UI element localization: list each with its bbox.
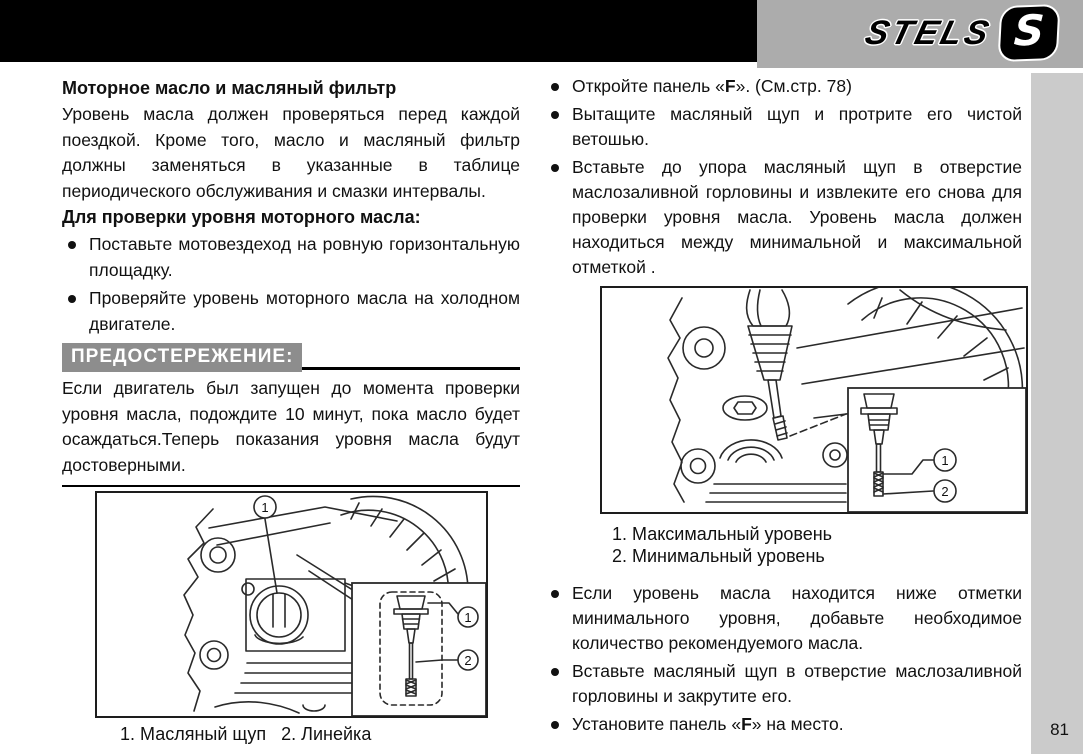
figure-callout-2: 2 (464, 653, 472, 668)
figure-callout-1: 1 (261, 500, 269, 515)
section-title: Моторное масло и масляный фильтр (62, 78, 397, 98)
warning-header (62, 343, 520, 372)
figure-callout-2: 2 (941, 484, 949, 499)
list-item: Вставьте до упора масляный щуп в отверстие маслозаливной горловины и извлеките его снова для проверки уровня масла. Уровень масла должен находиться между минимальной и максимальной отметкой . (545, 155, 1022, 280)
stels-badge-icon: S (1000, 6, 1059, 60)
list-item: Если уровень масла находится ниже отметки минимального уровня, добавьте необходимое количество рекомендуемого масла. (545, 581, 1022, 656)
warning-rule (302, 367, 520, 370)
engine-illustration-left (97, 493, 486, 716)
figure-callout-1: 1 (941, 453, 949, 468)
divider-rule (62, 485, 520, 487)
figure-caption-min: 2. Минимальный уровень (612, 546, 825, 566)
list-item: Проверяйте уровень моторного масла на холодном двигателе. (62, 286, 520, 337)
list-item: Установите панель «F» на место. (545, 712, 1022, 737)
warning-paragraph: Если двигатель был запущен до момента проверки уровня масла, подождите 10 минут, пока масло будет осаждаться.Теперь показания уровня масла будут достоверными. (62, 378, 520, 475)
intro-paragraph: Уровень масла должен проверяться перед каждой поездкой. Кроме того, масло и масляный фильтр должны заменяться в указанные в таблице периодического обслуживания и смазки интервалы. (62, 104, 520, 201)
figure-callout-1: 1 (464, 610, 472, 625)
left-column (62, 74, 520, 745)
list-item: Вытащите масляный щуп и протрите его чистой ветошью. (545, 102, 1022, 152)
figure-caption: 1. Масляный щуп 2. Линейка (120, 724, 372, 744)
engine-figure-right (600, 286, 1028, 514)
procedure-title: Для проверки уровня моторного масла: (62, 207, 421, 227)
list-item: Вставьте масляный щуп в отверстие маслозаливной горловины и закрутите его. (545, 659, 1022, 709)
warning-label: ПРЕДОСТЕРЕЖЕНИЕ: (62, 343, 302, 372)
figure-caption-max: 1. Максимальный уровень (612, 524, 833, 544)
brand-area (757, 0, 1083, 68)
page-number: 81 (1050, 720, 1069, 739)
page-margin-strip (1031, 73, 1083, 754)
right-column (545, 74, 1022, 740)
engine-illustration-right (602, 288, 1026, 512)
list-item: Откройте панель «F». (См.стр. 78) (545, 74, 1022, 99)
stels-wordmark: STELS (861, 14, 996, 52)
list-item: Поставьте мотовездеход на ровную горизонтальную площадку. (62, 232, 520, 283)
header-bar (0, 0, 757, 62)
engine-figure-left (95, 491, 488, 718)
